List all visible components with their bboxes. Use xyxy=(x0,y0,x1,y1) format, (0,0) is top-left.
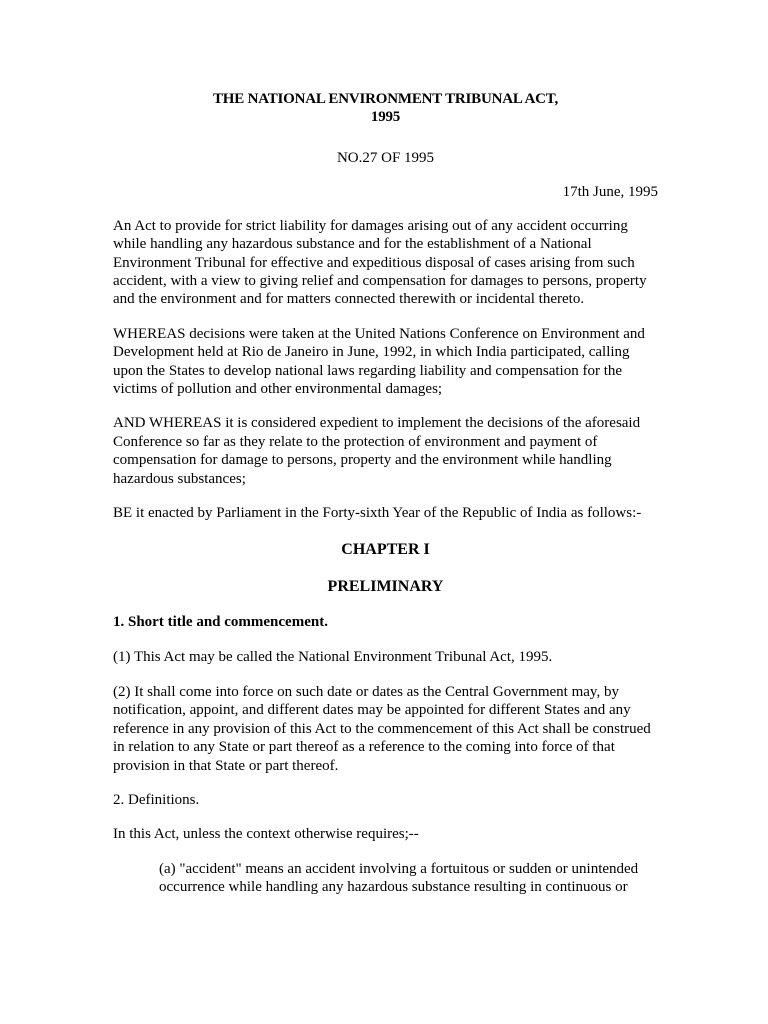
section-2-heading: 2. Definitions. xyxy=(113,791,200,808)
whereas-paragraph: WHEREAS decisions were taken at the United Nations Conference on Environment and Development held at Rio de Janeiro in June, 1992, in which India participated, calling upon the States to develop national laws regarding liability and compensation for the victims of pollution and other environmental damages; xyxy=(113,325,645,398)
act-number: NO.27 OF 1995 xyxy=(336,149,435,166)
document-title: THE NATIONAL ENVIRONMENT TRIBUNAL ACT, 1995 xyxy=(212,91,559,126)
section-1-subsection-2: (2) It shall come into force on such date or dates as the Central Government may, by notification, appoint, and different dates may be appointed for different States and any reference in any provision of this Act to the commencement of this Act shall be construed in relation to any State or part thereof as a reference to the coming into force of that provision in that State or part thereof. xyxy=(113,683,651,774)
section-1-heading: 1. Short title and commencement. xyxy=(113,613,328,630)
section-1-subsection-1: (1) This Act may be called the National Environment Tribunal Act, 1995. xyxy=(113,648,553,665)
chapter-title: PRELIMINARY xyxy=(327,577,444,595)
chapter-heading: CHAPTER I xyxy=(341,540,430,558)
document-page xyxy=(113,90,658,897)
definition-a: (a) "accident" means an accident involving a fortuitous or sudden or unintended occurrence while handling any hazardous substance resulting in continuous or xyxy=(159,860,639,896)
and-whereas-paragraph: AND WHEREAS it is considered expedient to implement the decisions of the aforesaid Conference so far as they relate to the protection of environment and payment of compensation for damage to persons, property and the environment while handling hazardous substances; xyxy=(113,415,641,487)
long-title-paragraph: An Act to provide for strict liability for damages arising out of any accident occurring while handling any hazardous substance and for the establishment of a National Environment Tribunal for effective and expeditious disposal of cases arising from such accident, with a view to giving relief and compensation for damages to persons, property and the environment and for matters connected therewith or incidental thereto. xyxy=(113,217,647,308)
act-date: 17th June, 1995 xyxy=(562,183,658,200)
section-2-intro: In this Act, unless the context otherwise requires;-- xyxy=(113,826,419,843)
enacting-clause: BE it enacted by Parliament in the Forty-sixth Year of the Republic of India as follows:- xyxy=(113,505,642,522)
